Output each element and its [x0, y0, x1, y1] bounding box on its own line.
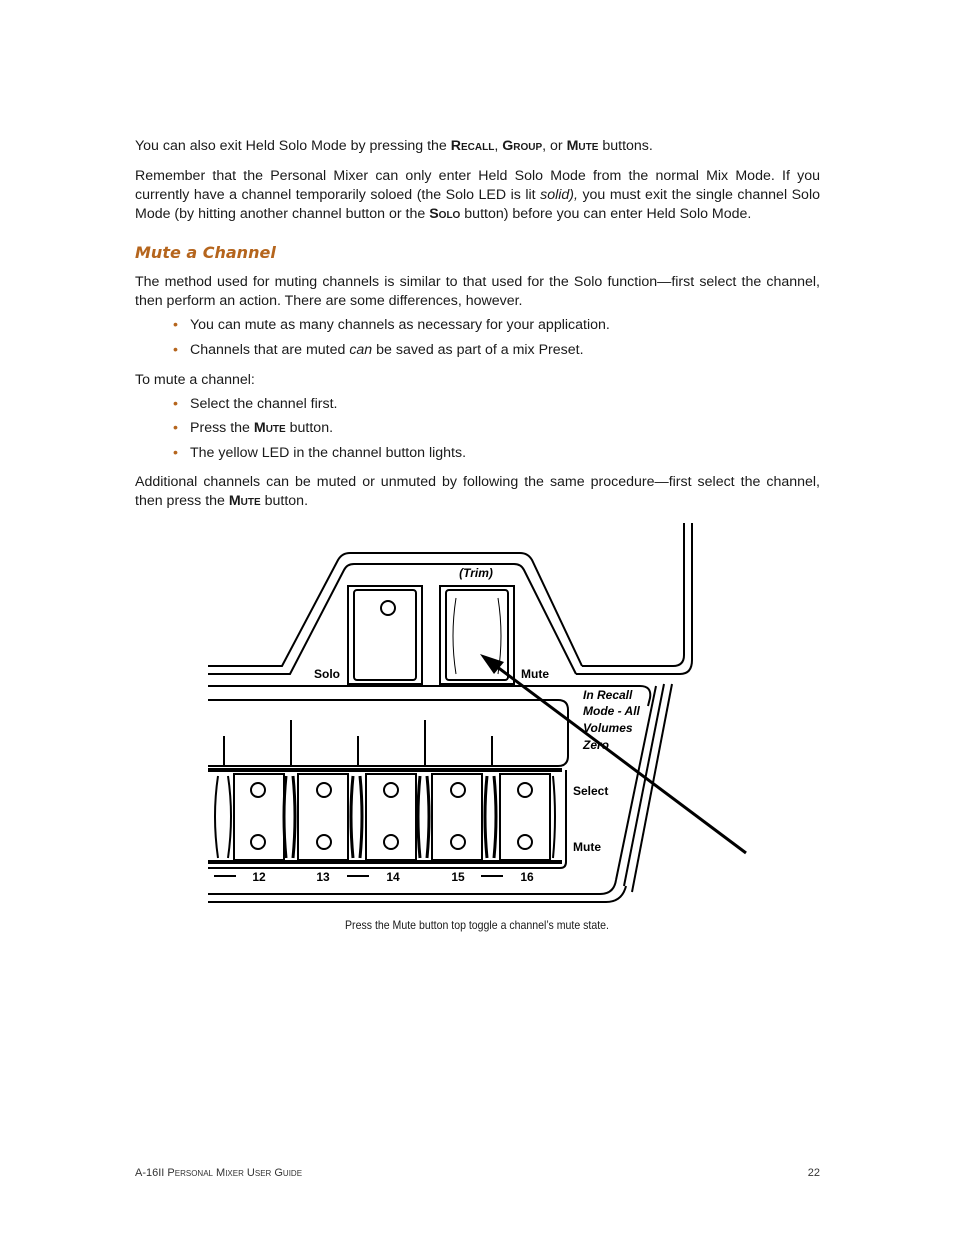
group-keyword: Group: [502, 138, 543, 154]
mute-led-icon: [251, 835, 265, 849]
channel-button: [500, 774, 550, 860]
mute-keyword: Mute: [228, 493, 261, 509]
solo-led-icon: [381, 601, 395, 615]
select-label: Select: [573, 784, 609, 798]
channel-button: [234, 774, 284, 860]
text: Remember that the Personal Mixer can only enter Held Solo Mode from the normal Mix Mode. If you currently have a channel temporarily soloed (the Solo LED is lit: [135, 168, 820, 203]
figure-caption: Press the Mute button top toggle a channel’s mute state.: [345, 918, 609, 932]
bullet-icon: •: [173, 342, 178, 358]
channel-button: [366, 774, 416, 860]
bullet-icon: •: [173, 396, 178, 412]
channel-number: 14: [386, 870, 400, 884]
text: You can also exit Held Solo Mode by pressing the: [135, 138, 451, 154]
solid-emphasis: solid),: [540, 187, 578, 203]
solo-keyword: Solo: [429, 206, 461, 222]
text: you must exit the single channel Solo Mode (by hitting another channel button or the: [135, 187, 820, 222]
channel-number: 13: [316, 870, 330, 884]
bullet-icon: •: [173, 445, 178, 461]
text: Press the: [190, 420, 254, 436]
mute-led-icon: [384, 835, 398, 849]
mute-keyword: Mute: [253, 420, 286, 436]
select-led-icon: [317, 783, 331, 797]
text: be saved as part of a mix Preset.: [372, 342, 584, 358]
bullet-icon: •: [173, 420, 178, 436]
solo-button: [354, 590, 416, 680]
mute-led-icon: [518, 835, 532, 849]
select-led-icon: [518, 783, 532, 797]
outline: [576, 523, 692, 674]
list-item-text: The yellow LED in the channel button lights.: [190, 445, 467, 461]
paragraph-mute-intro: The method used for muting channels is similar to that used for the Solo function—first select the channel, then perform an action. There are some differences, however.: [135, 274, 820, 309]
channel-number: 15: [451, 870, 465, 884]
bullet-icon: •: [173, 317, 178, 333]
recall-note-line: Volumes: [583, 721, 633, 735]
recall-note-line: Mode - All: [583, 704, 640, 718]
text: Channels that are muted: [190, 342, 350, 358]
recall-note-line: In Recall: [583, 688, 633, 702]
channel-number: 16: [520, 870, 534, 884]
channel-number: 12: [252, 870, 266, 884]
channel-button: [432, 774, 482, 860]
outline: [582, 523, 684, 666]
text: , or: [542, 138, 567, 154]
can-emphasis: can: [349, 342, 373, 358]
paragraph-to-mute: To mute a channel:: [135, 372, 255, 388]
select-led-icon: [384, 783, 398, 797]
text: ,: [494, 138, 503, 154]
page-number: 22: [807, 1167, 820, 1179]
text: button.: [285, 420, 334, 436]
mute-keyword: Mute: [566, 138, 599, 154]
select-led-icon: [451, 783, 465, 797]
channel-buttons: [215, 774, 555, 860]
text: buttons.: [598, 138, 653, 154]
recall-keyword: Recall: [450, 138, 495, 154]
mute-led-icon: [451, 835, 465, 849]
mute-led-icon: [317, 835, 331, 849]
text: Additional channels can be muted or unmuted by following the same procedure—first select the channel, then press the: [135, 474, 820, 509]
text: button.: [260, 493, 309, 509]
channel-button: [298, 774, 348, 860]
recall-note-line: Zero: [583, 738, 610, 752]
footer-title: A-16II Personal Mixer User Guide: [135, 1167, 303, 1179]
pointer-arrow-icon: [480, 654, 746, 853]
housing-outline: [208, 564, 576, 674]
list-item-text: You can mute as many channels as necessary for your application.: [190, 317, 610, 333]
mute-label: Mute: [521, 667, 549, 681]
solo-label: Solo: [314, 667, 340, 681]
trim-label: (Trim): [459, 566, 493, 580]
list-item-text: Select the channel first.: [190, 396, 338, 412]
text: button) before you can enter Held Solo Mode.: [460, 206, 752, 222]
section-heading: Mute a Channel: [135, 243, 276, 262]
select-led-icon: [251, 783, 265, 797]
mute-row-label: Mute: [573, 840, 601, 854]
